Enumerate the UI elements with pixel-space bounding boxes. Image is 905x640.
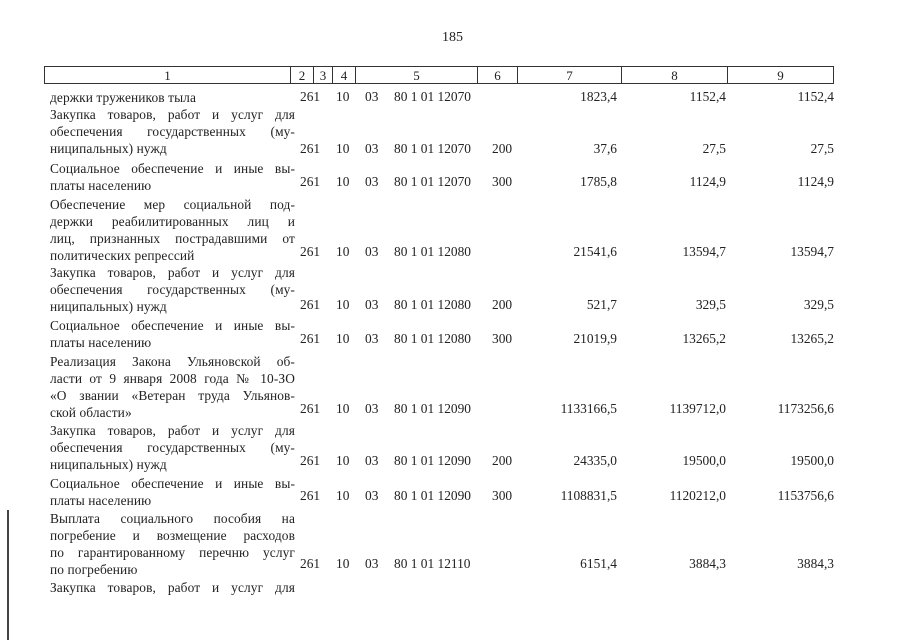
cell-subsection: 03 bbox=[365, 401, 379, 416]
table-row bbox=[0, 297, 905, 313]
cell-subsection: 03 bbox=[365, 141, 379, 156]
text-line: ниципальных) нужд bbox=[50, 141, 167, 156]
cell-section: 10 bbox=[336, 488, 350, 503]
text-line: «О звании «Ветеран труда Ульянов- bbox=[50, 388, 295, 403]
cell-subsection: 03 bbox=[365, 174, 379, 189]
text-line: Реализация Закона Ульяновской об- bbox=[50, 354, 295, 369]
cell-expense-type: 300 bbox=[492, 488, 513, 503]
cell-section: 10 bbox=[336, 401, 350, 416]
cell-amount-col9: 1152,4 bbox=[797, 89, 834, 104]
cell-amount-col8: 1120212,0 bbox=[669, 488, 726, 503]
cell-amount-col8: 329,5 bbox=[695, 297, 726, 312]
header-col-5: 5 bbox=[355, 66, 478, 84]
text-line: платы населению bbox=[50, 178, 152, 193]
cell-expense-type: 200 bbox=[492, 297, 513, 312]
cell-amount-col7: 21541,6 bbox=[573, 244, 617, 259]
cell-section: 10 bbox=[336, 297, 350, 312]
table-row bbox=[0, 141, 905, 157]
cell-subsection: 03 bbox=[365, 89, 379, 104]
cell-amount-col7: 37,6 bbox=[593, 141, 617, 156]
cell-amount-col7: 1108831,5 bbox=[560, 488, 617, 503]
cell-amount-col9: 13265,2 bbox=[790, 331, 834, 346]
text-line: Закупка товаров, работ и услуг для bbox=[50, 423, 295, 438]
cell-section: 10 bbox=[336, 174, 350, 189]
text-line: погребение и возмещение расходов bbox=[50, 528, 295, 543]
header-col-1: 1 bbox=[44, 66, 291, 84]
header-col-3: 3 bbox=[313, 66, 333, 84]
text-line: обеспечения государственных (му- bbox=[50, 440, 295, 455]
text-line: ласти от 9 января 2008 года № 10-ЗО bbox=[50, 371, 295, 386]
text-line: по гарантированному перечню услуг bbox=[50, 545, 295, 560]
cell-target-article: 80 1 01 12080 bbox=[394, 244, 471, 259]
cell-target-article: 80 1 01 12070 bbox=[394, 174, 471, 189]
page-number: 185 bbox=[442, 30, 463, 45]
text-line: Социальное обеспечение и иные вы- bbox=[50, 476, 295, 491]
cell-ministry: 261 bbox=[300, 244, 321, 259]
cell-amount-col9: 1124,9 bbox=[797, 174, 834, 189]
table-row bbox=[0, 556, 905, 572]
cell-subsection: 03 bbox=[365, 488, 379, 503]
text-line: обеспечения государственных (му- bbox=[50, 282, 295, 297]
cell-amount-col9: 329,5 bbox=[803, 297, 834, 312]
header-col-6: 6 bbox=[477, 66, 518, 84]
header-col-2: 2 bbox=[290, 66, 314, 84]
cell-expense-type: 300 bbox=[492, 331, 513, 346]
cell-subsection: 03 bbox=[365, 244, 379, 259]
text-line: платы населению bbox=[50, 335, 152, 350]
text-line: Закупка товаров, работ и услуг для bbox=[50, 265, 295, 280]
cell-target-article: 80 1 01 12080 bbox=[394, 331, 471, 346]
cell-subsection: 03 bbox=[365, 297, 379, 312]
cell-target-article: 80 1 01 12070 bbox=[394, 89, 471, 104]
table-row bbox=[0, 244, 905, 260]
cell-ministry: 261 bbox=[300, 488, 321, 503]
header-col-9: 9 bbox=[727, 66, 834, 84]
cell-target-article: 80 1 01 12080 bbox=[394, 297, 471, 312]
cell-expense-type: 200 bbox=[492, 141, 513, 156]
cell-amount-col8: 1139712,0 bbox=[669, 401, 726, 416]
text-line: держки реабилитированных лиц и bbox=[50, 214, 295, 229]
text-line: ской области» bbox=[50, 405, 132, 420]
table-row bbox=[0, 488, 905, 504]
table-header-row bbox=[44, 66, 834, 84]
cell-amount-col9: 19500,0 bbox=[790, 453, 834, 468]
cell-target-article: 80 1 01 12090 bbox=[394, 453, 471, 468]
cell-amount-col7: 21019,9 bbox=[573, 331, 617, 346]
cell-ministry: 261 bbox=[300, 141, 321, 156]
cell-amount-col8: 13265,2 bbox=[682, 331, 726, 346]
table-row bbox=[0, 401, 905, 417]
cell-ministry: 261 bbox=[300, 89, 321, 104]
text-line: по погребению bbox=[50, 562, 138, 577]
cell-amount-col9: 1153756,6 bbox=[777, 488, 834, 503]
cell-target-article: 80 1 01 12110 bbox=[394, 556, 471, 571]
cell-ministry: 261 bbox=[300, 556, 321, 571]
cell-ministry: 261 bbox=[300, 453, 321, 468]
cell-amount-col9: 13594,7 bbox=[790, 244, 834, 259]
cell-expense-type: 200 bbox=[492, 453, 513, 468]
cell-amount-col8: 1152,4 bbox=[689, 89, 726, 104]
cell-section: 10 bbox=[336, 556, 350, 571]
cell-section: 10 bbox=[336, 453, 350, 468]
cell-amount-col8: 1124,9 bbox=[689, 174, 726, 189]
table-row bbox=[0, 174, 905, 190]
text-line: ниципальных) нужд bbox=[50, 457, 167, 472]
text-line: Закупка товаров, работ и услуг для bbox=[50, 107, 295, 122]
cell-target-article: 80 1 01 12070 bbox=[394, 141, 471, 156]
text-line: платы населению bbox=[50, 493, 152, 508]
text-line: Выплата социального пособия на bbox=[50, 511, 295, 526]
cell-amount-col9: 1173256,6 bbox=[777, 401, 834, 416]
cell-subsection: 03 bbox=[365, 453, 379, 468]
cell-expense-type: 300 bbox=[492, 174, 513, 189]
cell-amount-col8: 19500,0 bbox=[682, 453, 726, 468]
cell-amount-col7: 1785,8 bbox=[580, 174, 617, 189]
text-line: ниципальных) нужд bbox=[50, 299, 167, 314]
cell-section: 10 bbox=[336, 331, 350, 346]
cell-amount-col7: 1133166,5 bbox=[560, 401, 617, 416]
cell-amount-col9: 3884,3 bbox=[797, 556, 834, 571]
cell-section: 10 bbox=[336, 141, 350, 156]
cell-amount-col9: 27,5 bbox=[810, 141, 834, 156]
cell-amount-col7: 6151,4 bbox=[580, 556, 617, 571]
text-line: Социальное обеспечение и иные вы- bbox=[50, 161, 295, 176]
header-col-7: 7 bbox=[517, 66, 622, 84]
cell-subsection: 03 bbox=[365, 556, 379, 571]
table-row bbox=[0, 453, 905, 469]
text-line: Обеспечение мер социальной под- bbox=[50, 197, 295, 212]
text-line: Социальное обеспечение и иные вы- bbox=[50, 318, 295, 333]
cell-amount-col7: 24335,0 bbox=[573, 453, 617, 468]
cell-target-article: 80 1 01 12090 bbox=[394, 401, 471, 416]
cell-ministry: 261 bbox=[300, 297, 321, 312]
text-line: Закупка товаров, работ и услуг для bbox=[50, 580, 295, 595]
cell-ministry: 261 bbox=[300, 331, 321, 346]
cell-amount-col8: 3884,3 bbox=[689, 556, 726, 571]
header-col-4: 4 bbox=[332, 66, 356, 84]
cell-amount-col7: 521,7 bbox=[586, 297, 617, 312]
text-line: обеспечения государственных (му- bbox=[50, 124, 295, 139]
table-row bbox=[0, 89, 905, 105]
text-line: держки тружеников тыла bbox=[50, 90, 196, 105]
text-line: лиц, признанных пострадавшими от bbox=[50, 231, 295, 246]
cell-ministry: 261 bbox=[300, 174, 321, 189]
cell-ministry: 261 bbox=[300, 401, 321, 416]
scan-edge-mark bbox=[7, 510, 9, 640]
cell-amount-col8: 13594,7 bbox=[682, 244, 726, 259]
header-col-8: 8 bbox=[621, 66, 728, 84]
cell-target-article: 80 1 01 12090 bbox=[394, 488, 471, 503]
cell-section: 10 bbox=[336, 89, 350, 104]
table-row bbox=[0, 331, 905, 347]
text-line: политических репрессий bbox=[50, 248, 195, 263]
cell-amount-col8: 27,5 bbox=[702, 141, 726, 156]
cell-section: 10 bbox=[336, 244, 350, 259]
cell-amount-col7: 1823,4 bbox=[580, 89, 617, 104]
cell-subsection: 03 bbox=[365, 331, 379, 346]
